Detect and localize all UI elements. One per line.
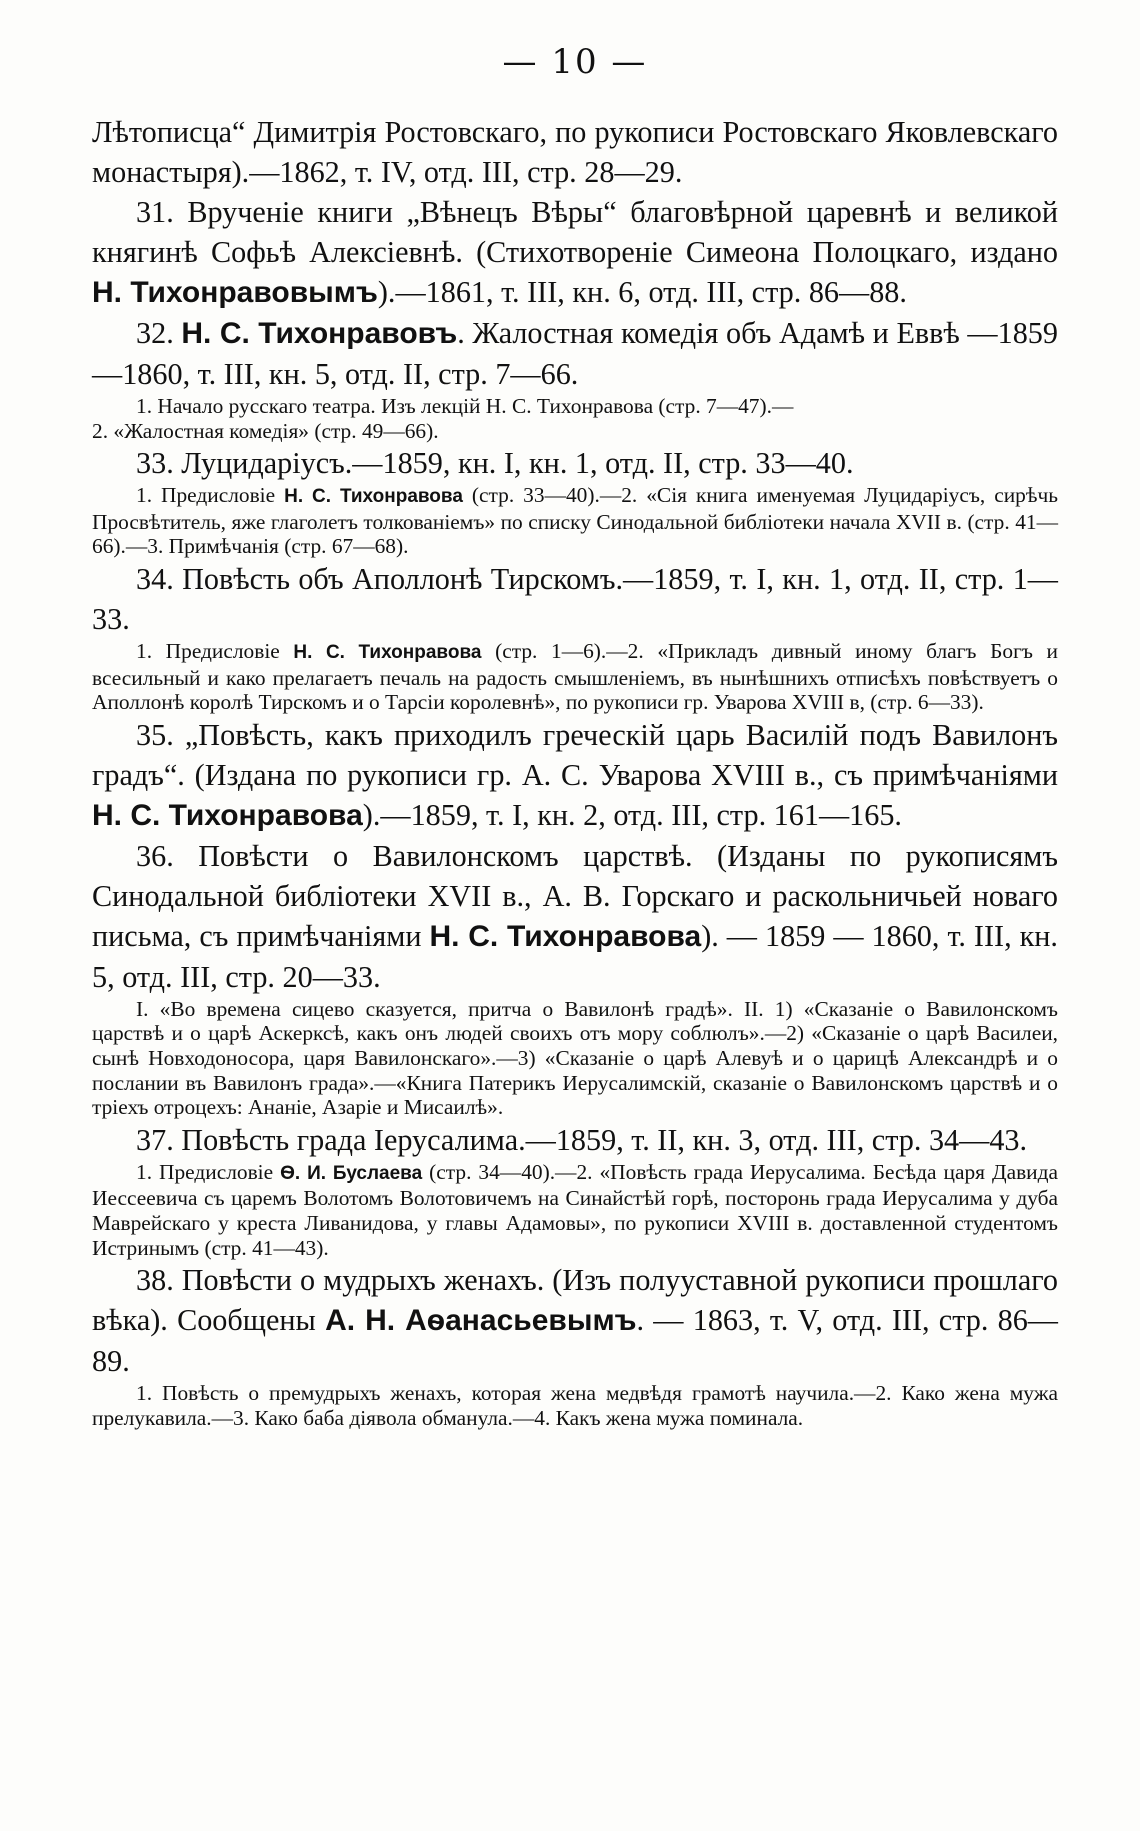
name-bold: Н. С. Тихонравова (92, 798, 363, 832)
bibliography-entry (92, 443, 1058, 559)
text-run: 1. Предисловіе (136, 483, 285, 508)
text-run: . — 1863, т. V, отд. III, стр. 86—89. (92, 1303, 1058, 1379)
entry-title (92, 443, 1058, 483)
entry-title (92, 836, 1058, 997)
text-run: 33. Луцидаріусъ.—1859, кн. I, кн. 1, отд. II, стр. 33—40. (136, 446, 854, 481)
bibliography-entry (92, 1120, 1058, 1260)
entry-title (92, 1120, 1058, 1160)
text-run: 1. Предисловіе (136, 1159, 281, 1184)
name-bold: Н. С. Тихонравова (293, 641, 482, 663)
text-run: 36. Повѣсти о Вавилонскомъ царствѣ. (Изданы по рукописямъ Синодальной библіотеки XVII в., А. В. Горскаго и раскольничьей новаго письма, съ примѣчаніями (92, 838, 1058, 953)
entry-contents-note (92, 394, 1058, 419)
entry-contents-note (92, 639, 1058, 715)
name-bold: Н. С. Тихонравова (284, 486, 463, 508)
text-run: (стр. 34—40).—2. «Повѣсть града Иерусалима. Бесѣда царя Давида Иессеевича съ царемъ Волотомъ Волотовичемъ на Синайстѣй горѣ, посторонь града Иерусалима у дуба Маврейскаго у креста Ливанидова, у главы Адамовы», по рукописи XVIII в. доставленной студентомъ Истринымъ (стр. 41—43). (92, 1159, 1058, 1260)
bibliography-entry (92, 192, 1058, 313)
text-run: 31. Врученіе книги „Вѣнецъ Вѣры“ благовѣрной царевнѣ и великой княгинѣ Софьѣ Алексіевнѣ. (Стихотвореніе Симеона Полоцкаго, издано (92, 195, 1058, 269)
text-run: 2. «Жалостная комедія» (стр. 49—66). (92, 418, 439, 443)
text-run: 1. Начало русскаго театра. Изъ лекцій Н. С. Тихонравова (стр. 7—47).— (136, 394, 794, 418)
text-run: I. «Во времена сицево сказуется, притча о Вавилонѣ градѣ». II. 1) «Сказаніе о Вавилонскомъ царствѣ и о царѣ Аскерксѣ, какъ онъ людей своихъ отъ мору соблюлъ».—2) «Сказаніе о царѣ Василеи, сынѣ Новходоносора, царя Вавилонскаго».—3) «Сказаніе о царѣ Алевуѣ и о царицѣ Александрѣ и о послании въ Вавилонъ града».—«Книга Патерикъ Иерусалимскій, сказаніе о Вавилонскомъ царствѣ и о тріехъ отроцехъ: Ананіе, Азаріе и Мисаилѣ». (92, 996, 1058, 1120)
entry-contents-note (92, 997, 1058, 1120)
text-run: ).—1861, т. III, кн. 6, отд. III, стр. 86—88. (377, 275, 907, 309)
text-run: ). — 1859 — 1860, т. III, кн. 5, отд. III, стр. 20—33. (92, 918, 1058, 994)
entry-contents-note (92, 1381, 1058, 1430)
name-bold: Н. С. Тихонравова (429, 919, 702, 953)
text-run: 1. Предисловіе (136, 638, 294, 663)
text-run: ).—1859, т. I, кн. 2, отд. III, стр. 161—165. (362, 797, 902, 832)
page-number: — 10 — (502, 42, 648, 82)
text-run: 37. Повѣсть града Іерусалима.—1859, т. II, кн. 3, отд. III, стр. 34—43. (136, 1122, 1028, 1157)
entry-title (92, 559, 1058, 639)
entry-contents-note (92, 483, 1058, 559)
bibliography-entry (92, 112, 1058, 192)
entry-contents-note (92, 1160, 1058, 1260)
bibliography-entry (92, 1260, 1058, 1430)
text-run: . Жалостная комедія объ Адамѣ и Еввѣ —1859—1860, т. III, кн. 5, отд. II, стр. 7—66. (92, 316, 1058, 391)
text-run: 35. „Повѣсть, какъ приходилъ греческій царь Василій подъ Вавилонъ градъ“. (Издана по рукописи гр. А. С. Уварова XVIII в., съ примѣчаніями (92, 717, 1058, 792)
text-run: 1. Повѣсть о премудрыхъ женахъ, которая жена медвѣдя грамотѣ научила.—2. Како жена мужа прелукавила.—3. Како баба діявола обманула.—4. Какъ жена мужа поминала. (92, 1381, 1058, 1430)
text-run: (стр. 33—40).—2. «Сія книга именуемая Луцидаріусъ, сирѣчь Просвѣтитель, яже глаголетъ толкованіемъ» по списку Синодальной библіотеки начала XVII в. (стр. 41—66).—3. Примѣчанія (стр. 67—68). (92, 483, 1059, 559)
name-bold: А. Н. Аѳанасьевымъ (325, 1304, 637, 1338)
name-bold: Н. Тихонравовымъ (92, 276, 378, 309)
entry-title (92, 715, 1058, 836)
name-bold: Н. С. Тихонравовъ (181, 317, 458, 350)
entry-contents-note (92, 419, 1058, 444)
text-run: (стр. 1—6).—2. «Прикладъ дивный иному благъ Богъ и всесильный и како прелагаетъ печаль на радость смышленіемъ, въ нынѣшнихъ отписѣхъ повѣствуетъ о Аполлонѣ королѣ Тирскомъ и о Тарсіи королевнѣ», по рукописи гр. Уварова XVIII в, (стр. 6—33). (92, 638, 1058, 715)
entry-title (92, 313, 1058, 394)
bibliography-entry (92, 715, 1058, 836)
bibliography-entry (92, 313, 1058, 443)
name-bold: Ѳ. И. Буслаева (280, 1162, 423, 1184)
text-run: 38. Повѣсти о мудрыхъ женахъ. (Изъ полууставной рукописи прошлаго вѣка). Сообщены (92, 1263, 1058, 1338)
bibliography-entry (92, 559, 1058, 715)
entry-title (92, 1260, 1058, 1381)
entry-title (92, 192, 1058, 313)
text-run: 34. Повѣсть объ Аполлонѣ Тирскомъ.—1859, т. I, кн. 1, отд. II, стр. 1—33. (92, 561, 1058, 636)
text-run: 32. (136, 316, 182, 350)
entries-list (92, 112, 1058, 1430)
bibliography-entry (92, 836, 1058, 1120)
text-run: Лѣтописца“ Димитрія Ростовскаго, по рукописи Ростовскаго Яковлевскаго монастыря).—1862, т. IV, отд. III, стр. 28—29. (92, 115, 1058, 189)
entry-title (92, 112, 1058, 192)
